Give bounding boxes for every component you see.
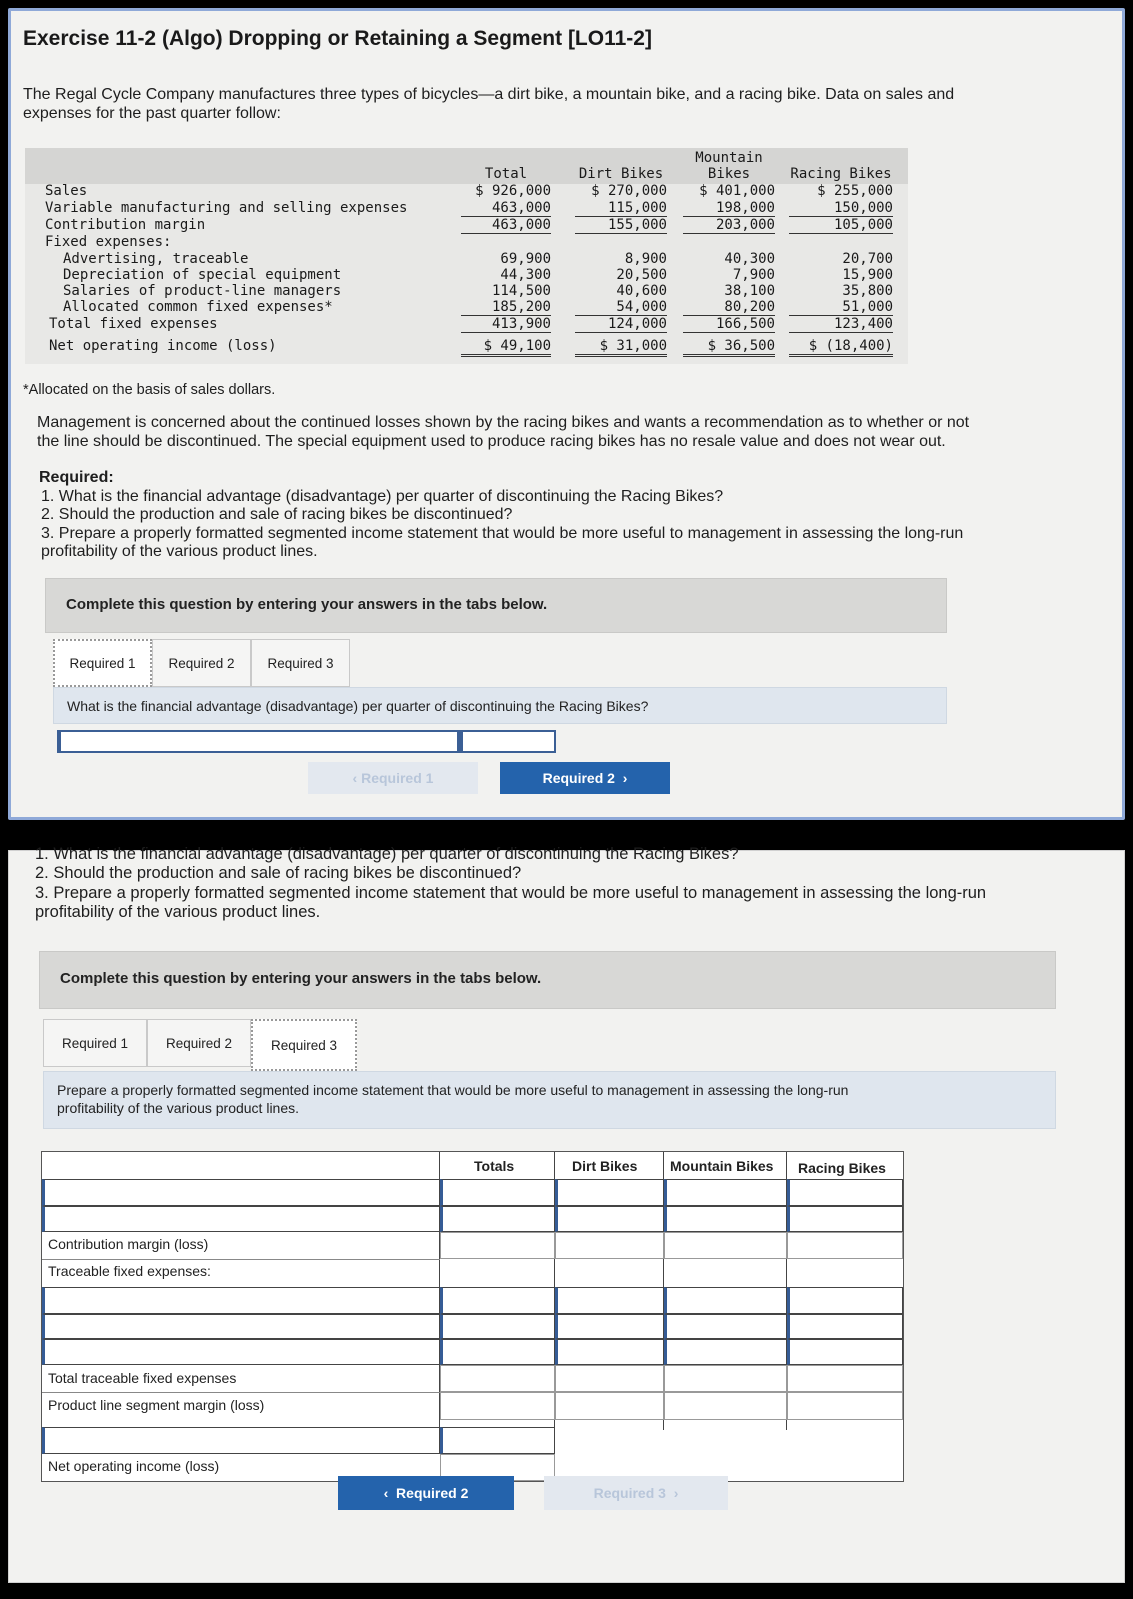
header-mountain-2: Bikes [707,166,751,182]
row-label: Advertising, traceable [63,251,249,267]
answer-label-input[interactable] [57,730,459,753]
segmented-income-statement [41,1151,904,1482]
cell-total: 463,000 [461,200,551,217]
row-label-input[interactable] [42,1427,440,1454]
amount-input[interactable] [664,1339,787,1365]
cell-mountain: 80,200 [683,299,775,316]
requirement-1: 1. What is the financial advantage (disadvantage) per quarter of discontinuing the Racing Bikes? [35,845,739,863]
amount-input[interactable] [664,1287,787,1314]
row-label: Variable manufacturing and selling expenses [45,200,408,216]
contribution-margin-label: Contribution margin (loss) [48,1236,209,1252]
question-bar [53,687,947,724]
cell-dirt: 54,000 [575,299,667,316]
cell-racing: $ 255,000 [817,183,893,199]
table-row [25,283,908,299]
prompt-text-1: Prepare a properly formatted segmented income statement that would be more useful to management in assessing the long-run [57,1082,849,1098]
amount-input[interactable] [787,1232,903,1259]
tab-required-1[interactable]: Required 1 [43,1019,147,1067]
col-header-racing-bikes: Racing Bikes [798,1160,886,1176]
amount-input[interactable] [555,1314,664,1339]
table-row [25,200,908,216]
row-label: Sales [45,183,88,199]
row-label: Total fixed expenses [49,316,218,332]
amount-input[interactable] [787,1365,903,1392]
table-row [25,338,908,357]
management-text-2: the line should be discontinued. The special equipment used to produce racing bikes has no resale value and does not wear out. [37,433,946,450]
row-label: Depreciation of special equipment [63,267,342,283]
chevron-right-icon: › [665,1485,679,1501]
table-row [25,251,908,267]
tab-required-3[interactable]: Required 3 [251,1019,357,1071]
amount-input[interactable] [440,1365,555,1392]
cell-total: 69,900 [500,251,551,267]
bottom-screenshot-panel [8,845,1125,1583]
cell-racing: 105,000 [789,217,893,234]
amount-input[interactable] [440,1179,555,1206]
cell-racing: 150,000 [789,200,893,217]
cell-total: 463,000 [461,217,551,234]
cell-dirt: $ 270,000 [591,183,667,199]
amount-input[interactable] [787,1339,903,1365]
amount-input[interactable] [440,1339,555,1365]
intro-text-1: The Regal Cycle Company manufactures three types of bicycles—a dirt bike, a mountain bike, and a racing bike. Data on sales and [23,86,955,103]
answer-amount-input[interactable] [459,730,556,753]
col-header-dirt-bikes: Dirt Bikes [572,1158,638,1174]
cell-total: $ 926,000 [475,183,551,199]
amount-input[interactable] [664,1179,787,1206]
cell-racing: 20,700 [842,251,893,267]
cell-dirt: 155,000 [575,217,667,234]
prev-required-button[interactable] [338,1476,514,1510]
cell-dirt: 40,600 [616,283,667,299]
cell-mountain: $ 401,000 [699,183,775,199]
requirement-2: 2. Should the production and sale of racing bikes be discontinued? [35,864,522,882]
row-divider [42,1392,440,1393]
row-label-input[interactable] [42,1179,440,1206]
instruction-text: Complete this question by entering your answers in the tabs below. [60,970,542,987]
requirement-3-line1: 3. Prepare a properly formatted segmented income statement that would be more useful to management in assessing the long-run [41,525,964,542]
cell-dirt: $ 31,000 [575,338,667,357]
amount-input[interactable] [555,1206,664,1232]
tab-required-1[interactable]: Required 1 [53,639,152,687]
row-label: Net operating income (loss) [49,338,277,354]
amount-input[interactable] [664,1232,787,1259]
table-row [25,234,908,250]
amount-input[interactable] [787,1392,903,1420]
amount-input[interactable] [555,1287,664,1314]
cell-mountain: $ 36,500 [683,338,775,357]
exercise-title: Exercise 11-2 (Algo) Dropping or Retaining a Segment [LO11-2] [23,27,652,50]
amount-input[interactable] [787,1287,903,1314]
cell-mountain: 38,100 [724,283,775,299]
net-operating-income-label: Net operating income (loss) [48,1458,220,1474]
cell-dirt: 20,500 [616,267,667,283]
row-label-input[interactable] [42,1287,440,1314]
header-mountain-1: Mountain [695,150,763,166]
amount-input[interactable] [787,1206,903,1232]
table-row [25,183,908,199]
cell-total: 114,500 [491,283,551,299]
prev-required-button[interactable] [308,762,478,794]
header-total: Total [484,166,528,182]
amount-input[interactable] [555,1339,664,1365]
cell-mountain: 7,900 [732,267,775,283]
next-required-button[interactable] [500,762,670,794]
col-header-totals: Totals [474,1158,515,1174]
requirement-3-line2: profitability of the various product lines. [41,543,318,560]
table-row [25,217,908,233]
instruction-box [45,578,947,633]
amount-input[interactable] [440,1392,555,1420]
cell-racing: 35,800 [842,283,893,299]
next-button-label: Required 3 [593,1485,666,1501]
row-label-input[interactable] [42,1314,440,1339]
required-heading: Required: [39,469,114,486]
cell-dirt: 124,000 [575,316,667,333]
segment-margin-label: Product line segment margin (loss) [48,1397,265,1413]
tab-required-2[interactable]: Required 2 [152,639,251,687]
row-label: Allocated common fixed expenses* [63,299,333,315]
requirement-3-line2: profitability of the various product lines. [35,903,321,921]
row-label: Contribution margin [45,217,206,233]
table-row [25,299,908,315]
amount-input[interactable] [555,1365,664,1392]
management-text-1: Management is concerned about the continued losses shown by the racing bikes and wants a recommendation as to whether or not [37,414,970,431]
chevron-right-icon: › [614,770,628,786]
cell-mountain: 198,000 [683,200,775,217]
amount-input[interactable] [440,1232,555,1259]
tab-required-2[interactable]: Required 2 [147,1019,251,1067]
table-row [25,316,908,332]
chevron-left-icon: ‹ [352,770,362,786]
total-traceable-label: Total traceable fixed expenses [48,1370,237,1386]
tab-required-3[interactable]: Required 3 [251,639,350,687]
amount-input[interactable] [440,1314,555,1339]
amount-input[interactable] [440,1427,555,1454]
cell-racing: $ (18,400) [789,338,893,357]
cell-total: 185,200 [461,299,551,316]
row-divider [42,1259,440,1260]
footnote: *Allocated on the basis of sales dollars. [23,382,276,398]
prev-button-label: Required 1 [361,770,434,786]
amount-input[interactable] [664,1365,787,1392]
cell-total: $ 49,100 [461,338,551,357]
amount-input[interactable] [440,1287,555,1314]
cell-total: 44,300 [500,267,551,283]
intro-text-2: expenses for the past quarter follow: [23,105,281,122]
amount-input[interactable] [555,1179,664,1206]
requirement-1: 1. What is the financial advantage (disadvantage) per quarter of discontinuing the Racing Bikes? [41,488,724,505]
traceable-fixed-label: Traceable fixed expenses: [48,1263,211,1279]
cell-mountain: 166,500 [683,316,775,333]
next-button-label: Required 2 [542,770,615,786]
chevron-left-icon: ‹ [383,1485,397,1501]
cell-racing: 51,000 [789,299,893,316]
row-label: Salaries of product-line managers [63,283,342,299]
row-label: Fixed expenses: [45,234,172,250]
cell-mountain: 203,000 [683,217,775,234]
prev-button-label: Required 2 [396,1485,469,1501]
amount-input[interactable] [555,1232,664,1259]
cell-dirt: 115,000 [575,200,667,217]
cell-racing: 123,400 [789,316,893,333]
row-label-input[interactable] [42,1339,440,1365]
prompt-text-2: profitability of the various product lines. [57,1100,300,1116]
amount-input[interactable] [664,1206,787,1232]
instruction-text: Complete this question by entering your answers in the tabs below. [66,596,548,613]
amount-input[interactable] [664,1314,787,1339]
header-racing-bikes: Racing Bikes [790,166,892,182]
requirement-2: 2. Should the production and sale of racing bikes be discontinued? [41,506,513,523]
amount-input[interactable] [787,1179,903,1206]
amount-input[interactable] [664,1392,787,1420]
amount-input[interactable] [440,1206,555,1232]
col-header-mountain-bikes: Mountain Bikes [670,1158,774,1174]
cell-racing: 15,900 [842,267,893,283]
cell-dirt: 8,900 [624,251,667,267]
header-dirt-bikes: Dirt Bikes [578,166,664,182]
amount-input[interactable] [555,1392,664,1420]
next-required-button[interactable] [544,1476,728,1510]
cell-total: 413,900 [461,316,551,333]
cell-mountain: 40,300 [724,251,775,267]
question-text: What is the financial advantage (disadvantage) per quarter of discontinuing the Racing Bikes? [67,698,649,714]
instruction-box [39,951,1056,1009]
prompt-bar [43,1071,1056,1129]
row-label-input[interactable] [42,1206,440,1232]
requirement-3-line1: 3. Prepare a properly formatted segmented income statement that would be more useful to management in assessing the long-run [35,884,987,902]
top-screenshot-panel [8,8,1125,820]
table-row [25,267,908,283]
amount-input[interactable] [787,1314,903,1339]
sales-expenses-table [25,148,908,364]
